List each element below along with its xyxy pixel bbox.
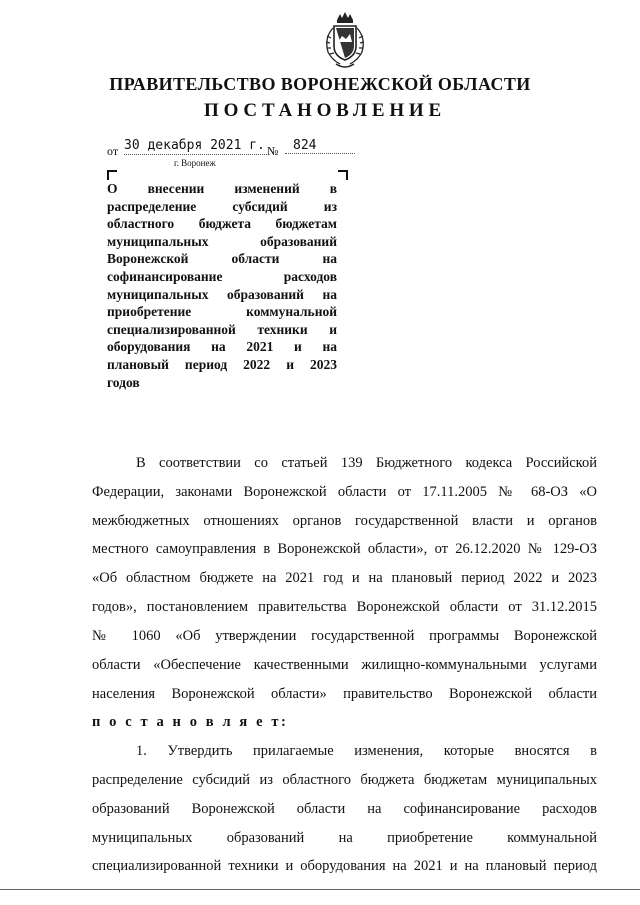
body-line: местного самоуправления в Воронежской области», от 26.12.2020 № 129-ОЗ — [92, 541, 597, 557]
body-line: специализированной техники и оборудования на 2021 и на плановый период — [92, 858, 597, 874]
date-label: от — [107, 144, 119, 158]
subject-line: О внесении изменений в — [107, 181, 337, 196]
number-label: № — [267, 144, 279, 158]
city-label: г. Воронеж — [174, 158, 216, 168]
subject-line: Воронежской области на — [107, 251, 337, 267]
subject-line: муниципальных образований на — [107, 286, 337, 302]
subject-line: муниципальных образований — [107, 233, 337, 249]
government-title: ПРАВИТЕЛЬСТВО ВОРОНЕЖСКОЙ ОБЛАСТИ — [109, 74, 531, 94]
body-line: области «Обеспечение качественными жилищно-коммунальными услугами — [92, 657, 597, 673]
body-line: годов», постановлением правительства Воронежской области от 31.12.2015 — [92, 599, 597, 615]
voronezh-coat-of-arms-icon — [322, 12, 368, 70]
document-number: 824 — [285, 138, 355, 154]
subject-line: оборудования на 2021 и на — [107, 339, 337, 355]
document-date: 30 декабря 2021 г. — [124, 138, 267, 155]
body-line: населения Воронежской области» правительство Воронежской области — [92, 686, 597, 702]
subject-line: областного бюджета бюджетам — [107, 216, 337, 232]
subject-line: годов — [107, 374, 140, 390]
subject-line: специализированной техники и — [107, 321, 337, 337]
subject-line: распределение субсидий из — [107, 198, 337, 214]
resolution-word: п о с т а н о в л я е т: — [92, 714, 289, 730]
body-line: «Об областном бюджете на 2021 год и на плановый период 2022 и 2023 — [92, 570, 597, 586]
bracket-left — [107, 170, 117, 180]
body-line: Федерации, законами Воронежской области от 17.11.2005 № 68-ОЗ «О — [92, 484, 597, 500]
body-line: межбюджетных отношениях органов государственной власти и органов — [92, 513, 597, 529]
subject-line: софинансирование расходов — [107, 268, 337, 284]
body-line: 1. Утвердить прилагаемые изменения, которые вносятся в — [136, 743, 597, 759]
date-number-row — [107, 138, 427, 158]
document-subject — [107, 180, 337, 391]
body-line: № 1060 «Об утверждении государственной программы Воронежской — [92, 628, 597, 644]
body-line: образований Воронежской области на софинансирование расходов — [92, 801, 597, 817]
body-line: распределение субсидий из областного бюджета бюджетам муниципальных — [92, 772, 597, 788]
body-line: муниципальных образований на приобретение коммунальной — [92, 830, 597, 846]
document-type: ПОСТАНОВЛЕНИЕ — [204, 100, 446, 121]
bracket-right — [338, 170, 348, 180]
subject-line: приобретение коммунальной — [107, 304, 337, 320]
body-line: В соответствии со статьей 139 Бюджетного кодекса Российской — [136, 455, 597, 471]
subject-line: плановый период 2022 и 2023 — [107, 356, 337, 372]
page-bottom-rule — [0, 889, 640, 890]
